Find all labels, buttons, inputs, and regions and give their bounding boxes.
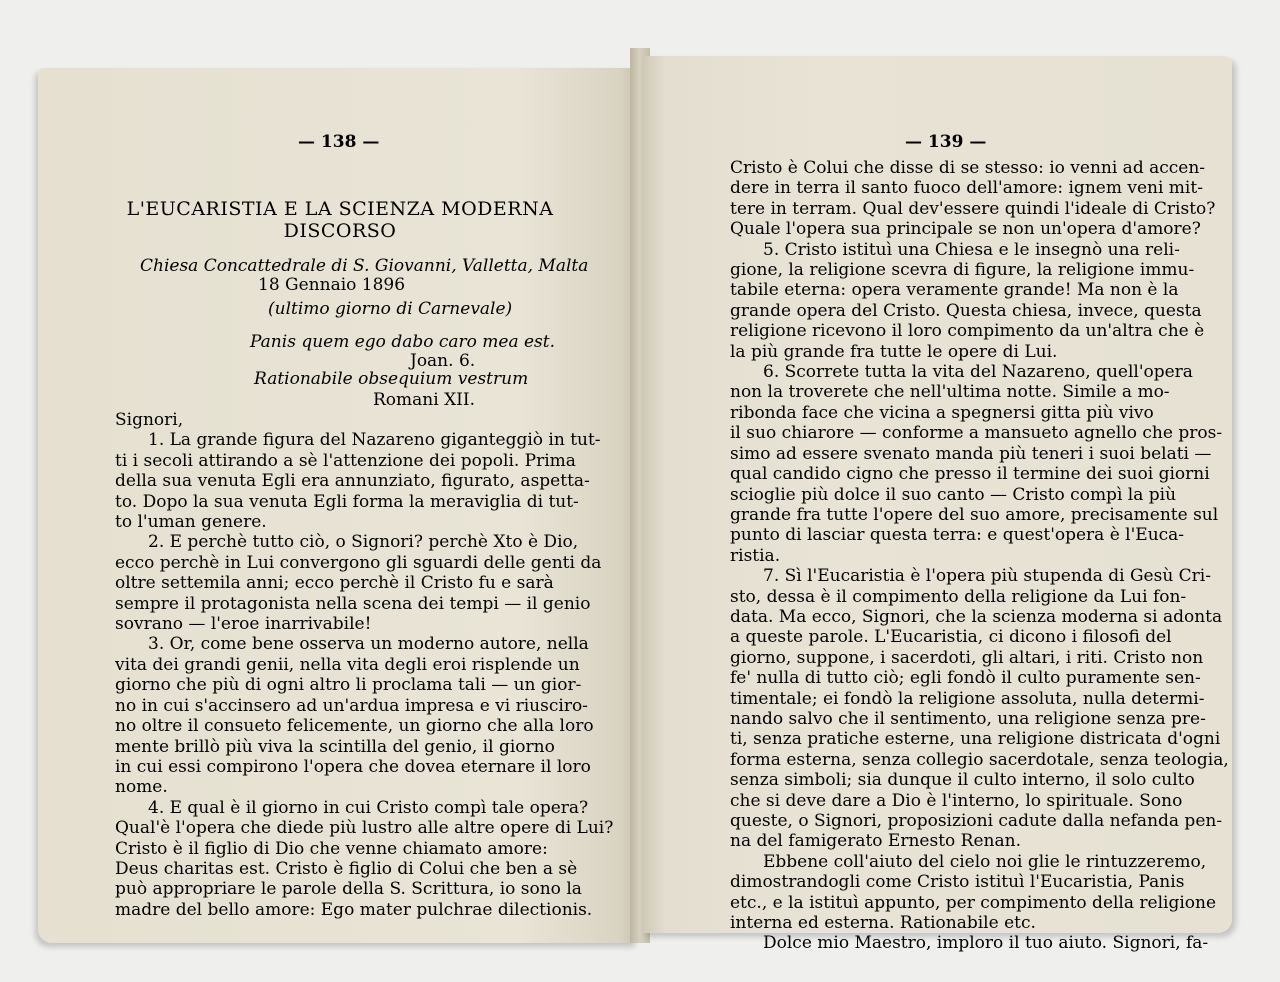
text-line: in cui essi compirono l'opera che dovea eternare il loro [115, 756, 591, 777]
text-line: simo ad essere svenato manda più teneri i suoi belati — [730, 443, 1212, 464]
text-line: a queste parole. L'Eucaristia, ci dicono i filosofi del [730, 627, 1172, 648]
text-line: grande fra tutte l'opere del suo amore, precisamente sul [730, 504, 1219, 525]
text-line: forma esterna, senza collegio sacerdotale, senza teologia, [730, 749, 1229, 770]
chapter-title [110, 198, 570, 242]
chapter-title-line-1: L'EUCARISTIA E LA SCIENZA MODERNA [126, 198, 554, 220]
text-line: ristia. [730, 545, 781, 566]
text-line: Cristo è il figlio di Dio che venne chiamato amore: [115, 838, 548, 859]
text-line: oltre settemila anni; ecco perchè il Cristo fu e sarà [115, 573, 554, 594]
left-page-number: — 138 — [298, 132, 380, 152]
text-line: data. Ma ecco, Signori, che la scienza moderna si adonta [730, 606, 1223, 627]
text-line: Qual'è l'opera che diede più lustro alle altre opere di Lui? [115, 818, 614, 839]
epigraph-2-reference: Romani XII. [373, 390, 476, 410]
text-line: Signori, [115, 410, 184, 430]
text-line: la più grande fra tutte le opere di Lui. [730, 341, 1058, 362]
text-line: queste, o Signori, proposizioni cadute dalla nefanda pen- [730, 811, 1223, 831]
text-line: nome. [115, 777, 168, 798]
text-line: no in cui s'accinsero ad un'ardua impresa e vi riusciro- [115, 695, 588, 716]
text-line: dere in terra il santo fuoco dell'amore: ignem veni mit- [730, 178, 1203, 199]
church-location: Chiesa Concattedrale di S. Giovanni, Valletta, Malta [140, 256, 589, 276]
text-line: na del famigerato Ernesto Renan. [730, 831, 1021, 852]
text-line: che si deve dare a Dio è l'interno, lo spirituale. Sono [730, 790, 1183, 811]
right-page-number: — 139 — [905, 132, 987, 152]
text-line: ecco perchè in Lui convergono gli sguardi delle genti da [115, 552, 602, 573]
text-line: giorno, suppone, i sacerdoti, gli altari, i riti. Cristo non [730, 647, 1204, 668]
epigraph-2: Rationabile obsequium vestrum [254, 369, 529, 389]
text-line: 5. Cristo istituì una Chiesa e le insegnò una reli- [763, 239, 1180, 260]
text-line: dimostrandogli come Cristo istituì l'Eucaristia, Panis [730, 872, 1185, 893]
text-line: 4. E qual è il giorno in cui Cristo compì tale opera? [148, 797, 589, 818]
text-line: sciogliе più dolce il suo canto — Cristo compì la più [730, 484, 1177, 505]
text-line: punto di lasciar questa terra: e quest'opera è l'Euca- [730, 525, 1185, 546]
left-page-body [115, 410, 614, 920]
text-line: 6. Scorrete tutta la vita del Nazareno, quell'opera [763, 362, 1193, 383]
text-line: 2. E perchè tutto ciò, o Signori? perchè Xto è Dio, [148, 532, 579, 553]
text-line: madre del bello amore: Ego mater pulchrae dilectionis. [115, 899, 593, 920]
sermon-date: 18 Gennaio 1896 [258, 275, 406, 295]
text-line: no oltre il consueto felicemente, un giorno che alla loro [115, 716, 594, 737]
text-line: Deus charitas est. Cristo è figlio di Colui che ben a sè [115, 858, 578, 879]
text-line: non la troverete che nell'ultima notte. Simile a mo- [730, 382, 1170, 403]
text-line: sovrano — l'eroe inarrivabile! [115, 614, 372, 635]
text-line: 7. Sì l'Eucaristia è l'opera più stupenda di Gesù Cri- [763, 566, 1211, 587]
text-line: qual candido cigno che presso il termine dei suoi giorni [730, 464, 1210, 485]
text-line: tabile eterna: opera veramente grande! Ma non è la [730, 280, 1179, 301]
text-line: ti, senza pratiche esterne, una religione districata d'ogni [730, 729, 1221, 750]
text-line: tere in terram. Qual dev'essere quindi l'ideale di Cristo? [730, 198, 1216, 219]
text-line: nando salvo che il sentimento, una religione senza pre- [730, 708, 1206, 729]
text-line: ti i secoli attirando a sè l'attenzione dei popoli. Prima [115, 450, 576, 471]
text-line: vita dei grandi genii, nella vita degli eroi risplende un [115, 654, 580, 675]
text-line: giorno che più di ogni altro li proclama tali — un gior- [115, 675, 582, 696]
text-line: Dolce mio Maestro, imploro il tuo aiuto. Signori, fa- [763, 933, 1209, 954]
text-line: grande opera del Cristo. Questa chiesa, invece, questa [730, 300, 1202, 321]
text-line: può appropriare le parole della S. Scrittura, io sono la [115, 879, 582, 900]
text-line: 1. La grande figura del Nazareno giganteggiò in tut- [148, 430, 601, 451]
text-line: interna ed esterna. Rationabile etc. [730, 913, 1036, 934]
text-line: fe' nulla di tutto ciò; egli fondò il culto puramente sen- [730, 668, 1201, 689]
right-page-body [730, 158, 1229, 954]
epigraph-1: Panis quem ego dabo caro mea est. [250, 332, 556, 352]
text-line: della sua venuta Egli era annunziato, figurato, aspetta- [115, 471, 590, 492]
text-line: sto, dessa è il compimento della religione da Lui fon- [730, 586, 1187, 607]
text-line: sempre il protagonista nella scena dei tempi — il genio [115, 593, 591, 614]
carnival-note: (ultimo giorno di Carnevale) [268, 299, 513, 319]
text-line: Cristo è Colui che disse di se stesso: io venni ad accen- [730, 158, 1206, 178]
text-line: religione ricevono il loro compimento da un'altra che è [730, 321, 1205, 342]
text-line: Ebbene coll'aiuto del cielo noi glie le rintuzzeremo, [763, 851, 1207, 872]
text-line: Quale l'opera sua principale se non un'opera d'amore? [730, 219, 1201, 240]
text-line: 3. Or, come bene osserva un moderno autore, nella [148, 634, 589, 655]
text-line: to l'uman genere. [115, 512, 267, 533]
epigraph-1-reference: Joan. 6. [410, 351, 476, 371]
text-line: senza simboli; sia dunque il culto interno, il solo culto [730, 770, 1195, 791]
text-line: gione, la religione scevra di figure, la religione immu- [730, 260, 1195, 281]
text-line: etc., e la istituì appunto, per compimento della religione [730, 892, 1217, 913]
chapter-title-line-2: DISCORSO [283, 220, 397, 242]
text-line: to. Dopo la sua venuta Egli forma la meraviglia di tut- [115, 491, 579, 512]
text-line: il suo chiarore — conforme a mansueto agnello che pros- [730, 423, 1223, 444]
text-line: ribonda face che vicina a spegnersi gitta più vivo [730, 402, 1154, 423]
text-line: mente brillò più viva la scintilla del genio, il giorno [115, 736, 555, 757]
text-line: timentale; ei fondò la religione assoluta, nulla determi- [730, 688, 1205, 709]
